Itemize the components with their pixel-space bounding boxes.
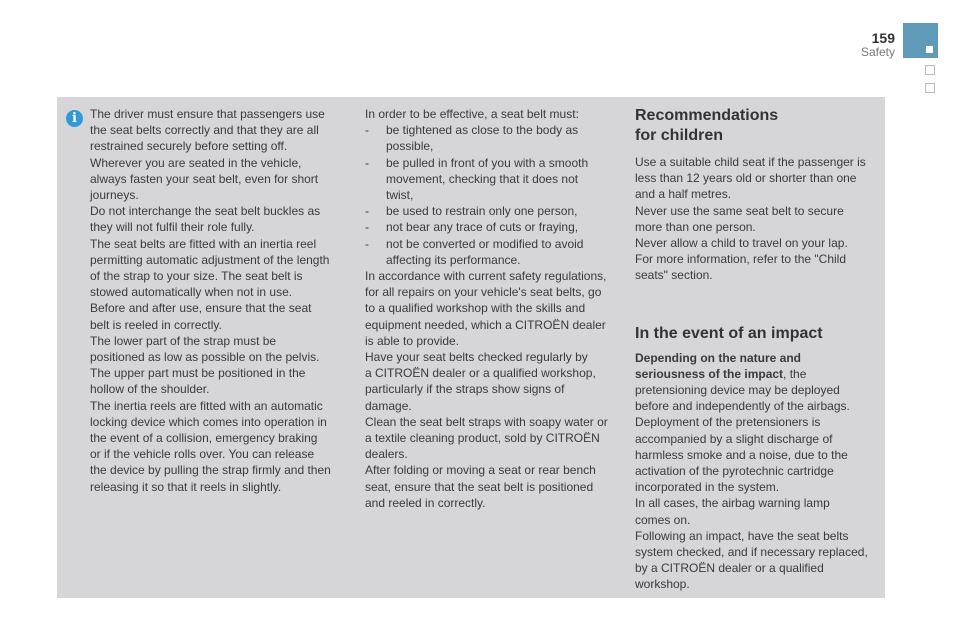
text-line: the event of a collision, emergency braking [90,431,318,446]
text-line: to a qualified workshop with the skills and [365,301,586,316]
text-line: Wherever you are seated in the vehicle, [90,155,302,170]
list-item-line: be pulled in front of you with a smooth [386,155,589,170]
text-line: Have your seat belts checked regularly by [365,350,588,365]
text-line: For more information, refer to the "Child [635,252,847,267]
text-line: Clean the seat belt straps with soapy water or [365,414,608,429]
text-line: is able to provide. [365,333,460,348]
list-item [365,122,608,154]
text-line: restrained securely before setting off. [90,139,288,154]
page-number: 159 [871,30,895,46]
text-line: dealers. [365,447,408,462]
text-line: Do not interchange the seat belt buckles as [90,204,321,219]
text-line: permitting automatic adjustment of the length [90,252,330,267]
text-line: hollow of the shoulder. [90,382,210,397]
recommendations-heading [635,106,868,146]
text-line: always fasten your seat belt, even for short [90,171,319,186]
text-line: incorporated in the system. [635,480,780,495]
text-line: In accordance with current safety regulations, [365,269,607,284]
list-item [365,155,608,204]
info-icon: i [66,110,83,127]
text-line: and reeled in correctly. [365,495,486,510]
right-column [635,106,868,593]
text-line: the seat belts correctly and that they are all [90,123,319,138]
section-title: Safety [860,45,895,59]
list-item-line: affecting its performance. [386,252,521,267]
impact-bold-line: Depending on the nature and [635,350,802,365]
text-line: After folding or moving a seat or rear bench [365,463,596,478]
text-line: positioned as low as possible on the pelvis. [90,350,320,365]
text-line: The upper part must be positioned in the [90,366,306,381]
text-line: activation of the pyrotechnic cartridge [635,464,834,479]
list-item-line: be used to restrain only one person, [386,204,578,219]
text-line: and a half metres. [635,187,732,202]
text-line: by a CITROËN dealer or a qualified [635,561,824,576]
text-line: Before and after use, ensure that the seat [90,301,312,316]
intro-text: In order to be effective, a seat belt must: [365,107,579,121]
bullet-dash: - [365,123,369,138]
impact-text: , the [783,366,807,381]
list-item [365,236,608,268]
bullet-dash: - [365,220,369,235]
tab-marker-empty-icon [925,83,935,93]
text-line: Never use the same seat belt to secure [635,203,844,218]
heading-line: for children [635,127,724,144]
text-line: a CITROËN dealer or a qualified workshop, [365,366,596,381]
text-line: The driver must ensure that passengers use [90,107,325,121]
text-line: seats" section. [635,268,713,283]
text-line: Use a suitable child seat if the passenger is [635,155,866,169]
text-line: pretensioning device may be deployed [635,383,840,398]
text-line: comes on. [635,512,691,527]
text-line: stowed automatically when not in use. [90,285,293,300]
text-line: particularly if the straps show signs of [365,382,565,397]
impact-bold-line: seriousness of the impact [635,366,784,381]
heading-line: Recommendations [635,107,779,124]
text-line: the device by pulling the strap firmly and then [90,463,331,478]
text-line: seat, ensure that the seat belt is positioned [365,479,594,494]
list-item-line: not bear any trace of cuts or fraying, [386,220,579,235]
text-line: a textile cleaning product, sold by CITROËN [365,431,600,446]
text-line: releasing it so that it reels in slightly. [90,479,282,494]
left-column [90,106,331,495]
impact-heading: In the event of an impact [635,324,823,342]
text-line: harmless smoke and a noise, due to the [635,447,848,462]
text-line: Following an impact, have the seat belts [635,528,849,543]
bullet-dash: - [365,204,369,219]
tab-marker-empty-icon [925,65,935,75]
text-line: of the strap to your size. The seat belt is [90,269,303,284]
list-item [365,219,608,235]
text-line: more than one person. [635,219,756,234]
section-tab [903,23,938,58]
bullet-dash: - [365,236,369,251]
text-line: before and independently of the airbags. [635,399,850,414]
list-item [365,203,608,219]
text-line: or if the vehicle rolls over. You can release [90,447,315,462]
tab-marker-icon [926,46,933,53]
text-line: damage. [365,398,412,413]
text-line: belt is reeled in correctly. [90,317,222,332]
text-line: equipment needed, which a CITROËN dealer [365,317,606,332]
list-item-line: not be converted or modified to avoid [386,236,584,251]
text-line: locking device which comes into operation in [90,414,327,429]
list-item-line: be tightened as close to the body as [386,123,579,138]
text-line: The inertia reels are fitted with an automatic [90,398,323,413]
list-item-line: movement, checking that it does not [386,171,579,186]
text-line: journeys. [90,188,139,203]
text-line: they will not fulfil their role fully. [90,220,255,235]
text-line: system checked, and if necessary replaced, [635,545,868,560]
text-line: Deployment of the pretensioners is [635,415,821,430]
text-line: Never allow a child to travel on your lap. [635,236,848,251]
text-line: workshop. [635,577,690,592]
text-line: In all cases, the airbag warning lamp [635,496,830,511]
text-line: The seat belts are fitted with an inertia reel [90,236,317,251]
middle-column [365,106,608,511]
text-line: accompanied by a slight discharge of [635,431,833,446]
text-line: less than 12 years old or shorter than one [635,171,857,186]
text-line: The lower part of the strap must be [90,333,277,348]
bullet-dash: - [365,155,369,170]
list-item-line: possible, [386,139,434,154]
text-line: for all repairs on your vehicle's seat belts, go [365,285,602,300]
list-item-line: twist, [386,188,414,203]
